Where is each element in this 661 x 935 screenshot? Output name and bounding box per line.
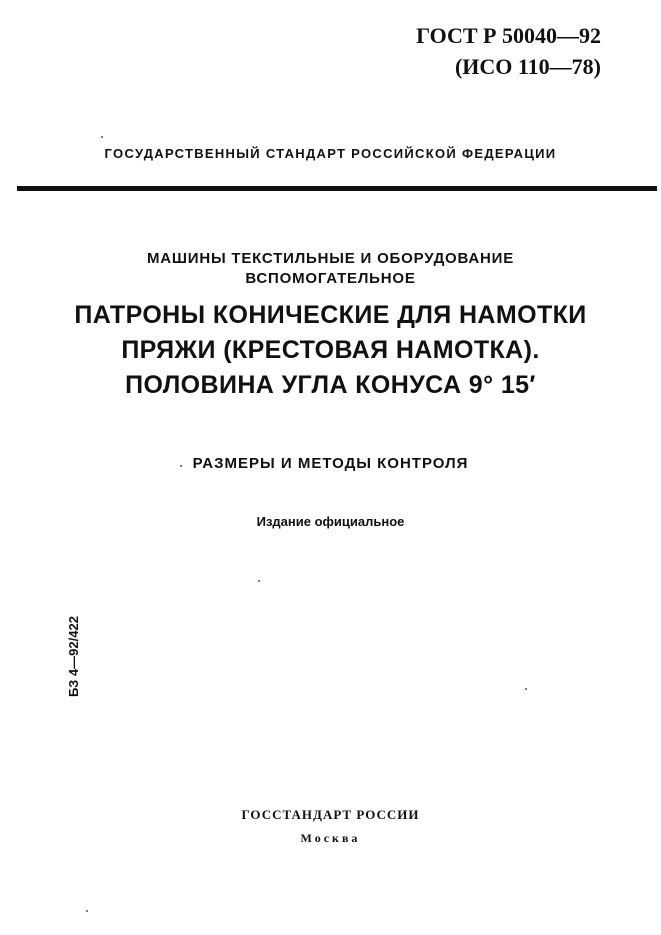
- horizontal-rule: [17, 186, 657, 191]
- title-line-3: ПОЛОВИНА УГЛА КОНУСА 9° 15′: [125, 371, 536, 399]
- category-line-1: МАШИНЫ ТЕКСТИЛЬНЫЕ И ОБОРУДОВАНИЕ: [146, 250, 515, 267]
- print-speck: [101, 136, 103, 138]
- standard-designation: [416, 20, 601, 82]
- document-subtitle: РАЗМЕРЫ И МЕТОДЫ КОНТРОЛЯ: [192, 455, 469, 472]
- print-speck: [86, 910, 88, 912]
- publisher-name: ГОССТАНДАРТ РОССИИ: [241, 807, 420, 822]
- category-line-2: ВСПОМОГАТЕЛЬНОЕ: [245, 270, 416, 287]
- category-heading: [0, 249, 661, 289]
- document-title: [0, 298, 661, 403]
- gost-number: ГОСТ Р 50040—92: [416, 23, 601, 48]
- iso-number: (ИСО 110—78): [454, 54, 601, 79]
- publication-city: Москва: [300, 831, 361, 845]
- print-speck: [258, 580, 260, 582]
- edition-note: Издание официальное: [256, 514, 405, 529]
- title-line-2: ПРЯЖИ (КРЕСТОВАЯ НАМОТКА).: [121, 336, 540, 364]
- print-speck: [525, 688, 527, 690]
- state-standard-heading: ГОСУДАРСТВЕННЫЙ СТАНДАРТ РОССИЙСКОЙ ФЕДЕРАЦИИ: [104, 146, 557, 161]
- title-line-1: ПАТРОНЫ КОНИЧЕСКИЕ ДЛЯ НАМОТКИ: [74, 301, 587, 329]
- side-catalog-code: БЗ 4—92/422: [66, 616, 81, 697]
